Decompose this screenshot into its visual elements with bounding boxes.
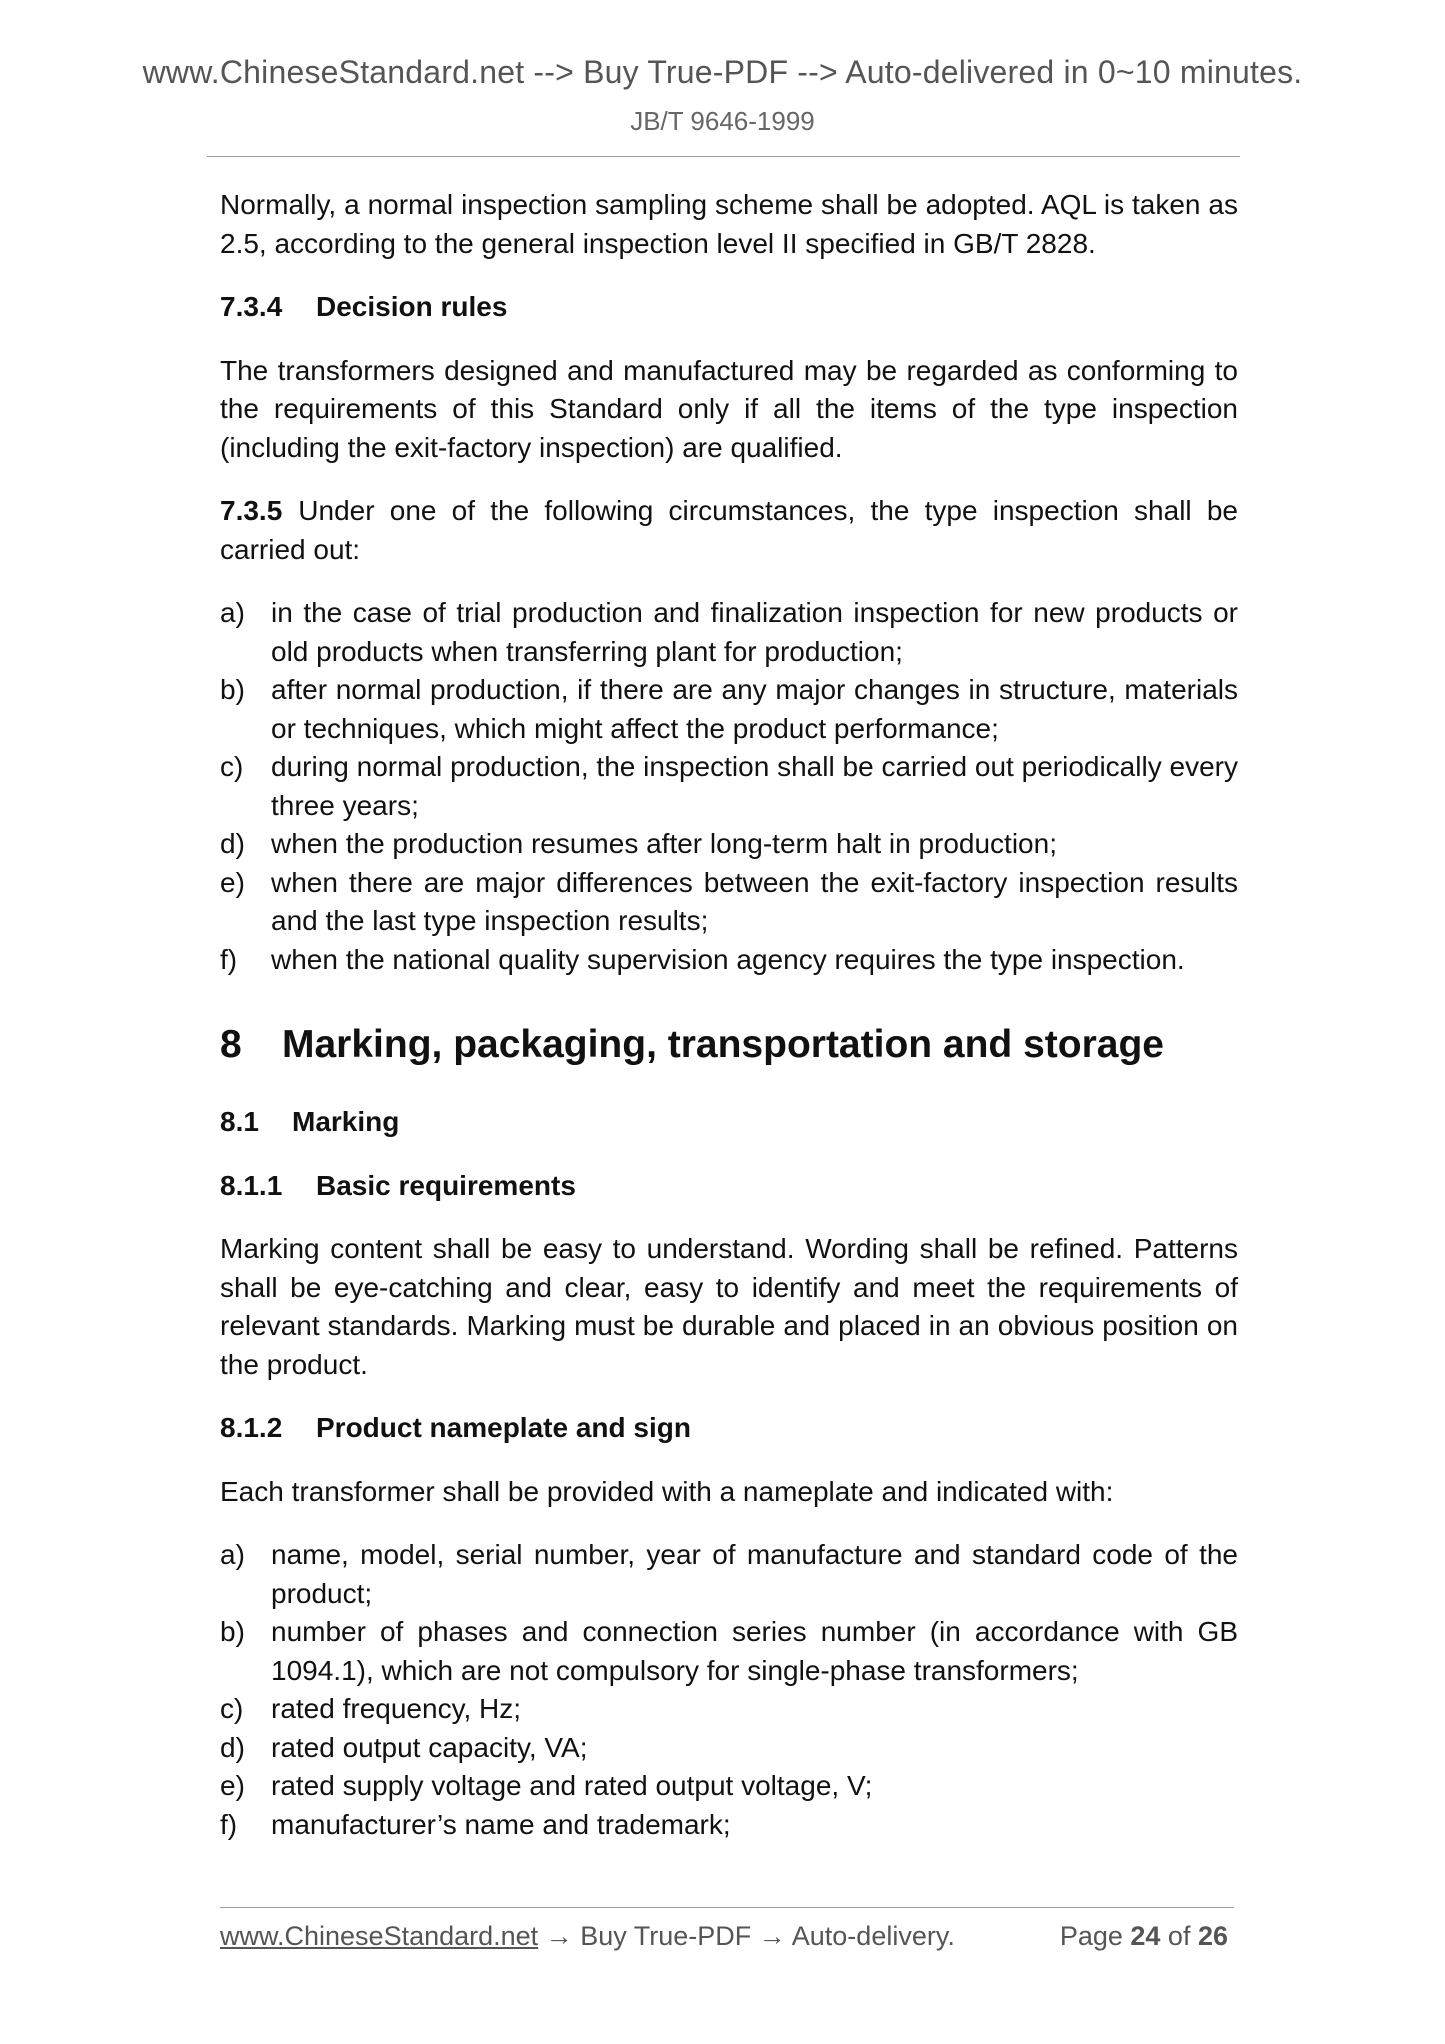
list-marker: d)	[220, 1731, 245, 1763]
list-item-text: number of phases and connection series number (in accordance with GB 1094.1), which are not compulsory for single-phase transformers;	[271, 1616, 1238, 1686]
section-8-1-1-text: Marking content shall be easy to understand. Wording shall be refined. Patterns shall be eye-catching and clear, easy to identify and meet the requirements of relevant standards. Marking must be durable and placed in an obvious position on the product.	[220, 1233, 1238, 1380]
list-item-text: when there are major differences between the exit-factory inspection results and the last type inspection results;	[271, 866, 1238, 936]
section-number: 8.1.2	[220, 1412, 283, 1443]
section-number: 8.1.1	[220, 1169, 283, 1201]
footer-delivery-text: Auto-delivery.	[791, 1921, 955, 1951]
section-title: Marking	[292, 1106, 400, 1137]
arrow-right-icon: →	[538, 1921, 581, 1951]
list-item	[220, 864, 1238, 941]
list-item-text: manufacturer’s name and trademark;	[271, 1808, 731, 1840]
footer-divider	[220, 1907, 1234, 1908]
list-item	[220, 1806, 1238, 1845]
list-item-text: rated supply voltage and rated output voltage, V;	[271, 1770, 873, 1801]
section-number: 8.1	[220, 1106, 259, 1137]
list-marker: c)	[220, 751, 244, 782]
section-title: Decision rules	[316, 291, 508, 322]
list-marker: c)	[220, 1693, 244, 1724]
section-8-1-2-heading	[220, 1409, 1238, 1448]
page-footer	[220, 1921, 1234, 1952]
intro-paragraph: Normally, a normal inspection sampling scheme shall be adopted. AQL is taken as 2.5, according to the general inspection level II specified in GB/T 2828.	[220, 189, 1238, 259]
clause-text: Under one of the following circumstances, the type inspection shall be carried out:	[220, 495, 1238, 565]
footer-buy-text: Buy True-PDF	[580, 1921, 752, 1951]
list-item	[220, 1536, 1238, 1613]
section-8-1-heading	[220, 1103, 1238, 1142]
page-total: 26	[1197, 1921, 1228, 1951]
nameplate-items-list	[220, 1536, 1238, 1844]
list-item-text: rated frequency, Hz;	[271, 1693, 522, 1724]
list-item	[220, 594, 1238, 671]
list-item	[220, 1729, 1238, 1768]
page-of: of	[1160, 1921, 1198, 1951]
list-marker: f)	[220, 943, 238, 975]
list-marker: d)	[220, 828, 245, 859]
section-title: Marking, packaging, transportation and storage	[282, 1023, 1164, 1066]
type-inspection-circumstances-list	[220, 594, 1238, 979]
list-marker: e)	[220, 1770, 245, 1801]
list-item-text: after normal production, if there are any major changes in structure, materials or techniques, which might affect the product performance;	[271, 674, 1238, 744]
arrow-right-icon: →	[751, 1921, 792, 1951]
list-marker: e)	[220, 866, 245, 898]
list-item-text: during normal production, the inspection shall be carried out periodically every three years;	[271, 751, 1238, 821]
section-7-3-4-heading	[220, 288, 1238, 327]
list-item	[220, 1613, 1238, 1690]
page-current: 24	[1130, 1921, 1161, 1951]
list-item	[220, 825, 1238, 864]
section-title: Basic requirements	[316, 1169, 576, 1201]
section-title: Product nameplate and sign	[316, 1412, 691, 1443]
section-8-1-1-heading	[220, 1167, 1238, 1206]
document-code: JB/T 9646-1999	[630, 106, 815, 136]
list-item	[220, 1690, 1238, 1729]
header-divider	[207, 156, 1240, 157]
list-item-text: when the national quality supervision agency requires the type inspection.	[271, 943, 1185, 975]
list-item	[220, 941, 1238, 980]
section-7-3-4-text: The transformers designed and manufactured may be regarded as conforming to the requirements of this Standard only if all the items of the type inspection (including the exit-factory inspection) are qualified.	[220, 354, 1238, 463]
list-marker: a)	[220, 1539, 245, 1570]
list-item	[220, 1767, 1238, 1806]
section-8-1-2-text: Each transformer shall be provided with a nameplate and indicated with:	[220, 1475, 1114, 1507]
list-marker: b)	[220, 1616, 245, 1647]
list-item-text: in the case of trial production and finalization inspection for new products or old products when transferring plant for production;	[271, 597, 1238, 667]
section-8-heading	[220, 1021, 1238, 1069]
list-item-text: rated output capacity, VA;	[271, 1731, 588, 1763]
page-number	[1060, 1921, 1228, 1952]
page-prefix: Page	[1059, 1921, 1131, 1951]
list-item	[220, 748, 1238, 825]
section-number: 8	[220, 1023, 242, 1066]
list-marker: f)	[220, 1808, 238, 1840]
footer-website-link[interactable]: www.ChineseStandard.net	[220, 1921, 539, 1951]
header-banner: www.ChineseStandard.net --> Buy True-PDF --> Auto-delivered in 0~10 minutes.	[142, 54, 1303, 90]
list-item	[220, 671, 1238, 748]
section-number: 7.3.5	[220, 495, 283, 526]
list-item-text: when the production resumes after long-term halt in production;	[271, 828, 1057, 859]
list-item-text: name, model, serial number, year of manufacture and standard code of the product;	[271, 1539, 1238, 1609]
list-marker: a)	[220, 597, 245, 628]
section-7-3-5-clause	[220, 492, 1238, 569]
section-number: 7.3.4	[220, 291, 283, 322]
list-marker: b)	[220, 674, 245, 705]
document-body	[220, 186, 1238, 1869]
